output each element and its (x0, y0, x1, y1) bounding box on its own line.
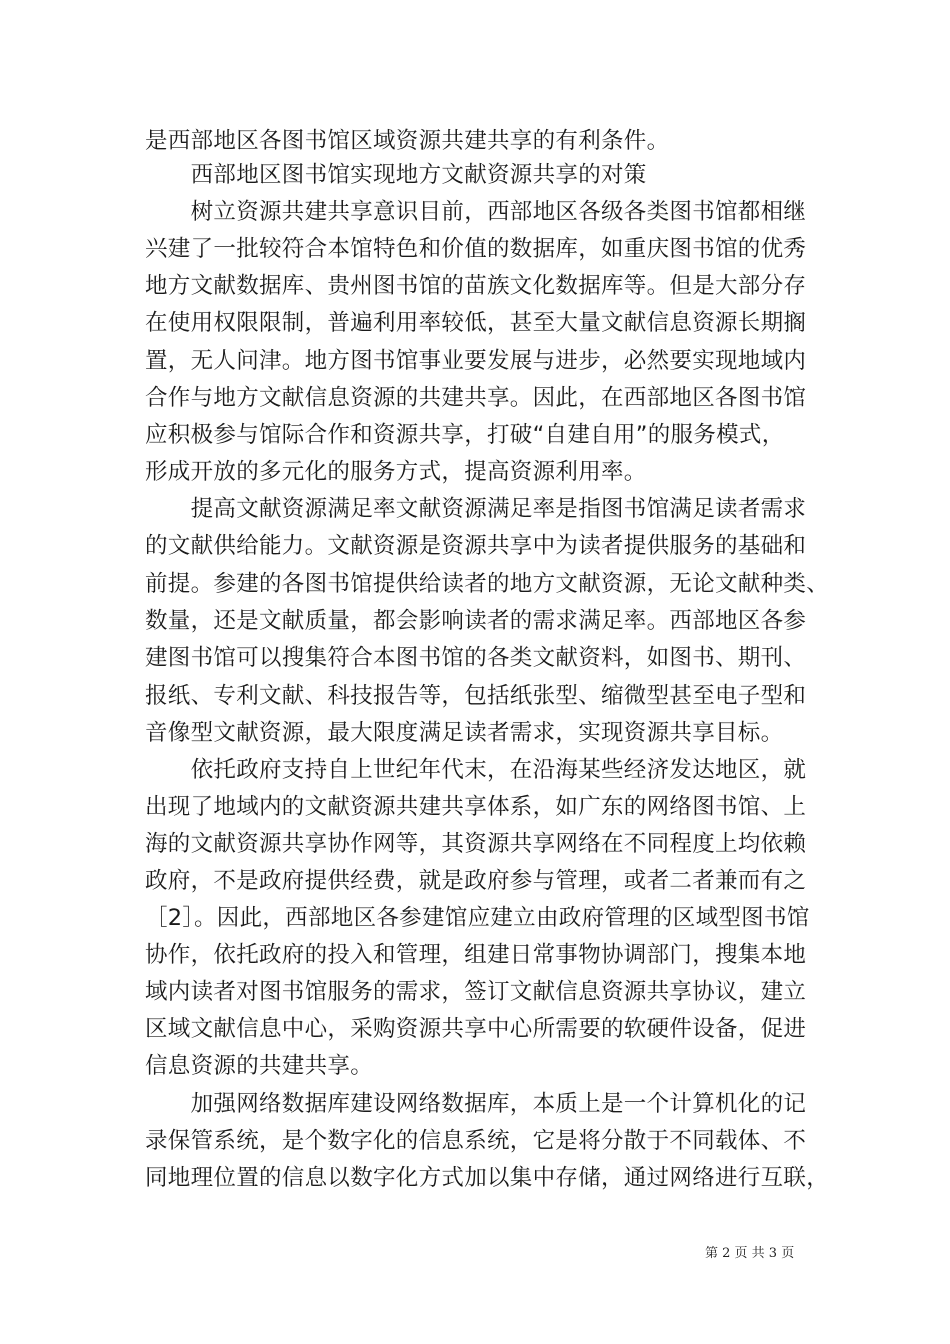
text-line: 政府，不是政府提供经费，就是政府参与管理，或者二者兼而有之 (145, 868, 807, 894)
text-line: 报纸、专利文献、科技报告等，包括纸张型、缩微型甚至电子型和 (145, 683, 807, 709)
text-line: 是西部地区各图书馆区域资源共建共享的有利条件。 (145, 128, 670, 154)
page-number: 第 2 页 共 3 页 (705, 1246, 795, 1261)
text-line: ［2］。因此，西部地区各参建馆应建立由政府管理的区域型图书馆 (145, 905, 810, 931)
text-line: 建图书馆可以搜集符合本图书馆的各类文献资料，如图书、期刊、 (145, 645, 807, 671)
text-line: 应积极参与馆际合作和资源共享，打破“自建自用”的服务模式， (145, 422, 785, 448)
text-line: 信息资源的共建共享。 (145, 1053, 374, 1079)
text-line: 数量，还是文献质量，都会影响读者的需求满足率。西部地区各参 (145, 608, 807, 634)
text-line: 兴建了一批较符合本馆特色和价值的数据库，如重庆图书馆的优秀 (145, 236, 807, 262)
text-line: 同地理位置的信息以数字化方式加以集中存储，通过网络进行互联， (145, 1165, 830, 1191)
text-line: 录保管系统，是个数字化的信息系统，它是将分散于不同载体、不 (145, 1128, 807, 1154)
text-line: 音像型文献资源，最大限度满足读者需求，实现资源共享目标。 (145, 720, 784, 746)
text-line: 域内读者对图书馆服务的需求，签订文献信息资源共享协议，建立 (145, 979, 807, 1005)
text-line: 海的文献资源共享协作网等，其资源共享网络在不同程度上均依赖 (145, 831, 807, 857)
text-line: 合作与地方文献信息资源的共建共享。因此，在西部地区各图书馆 (145, 385, 807, 411)
text-line: 在使用权限限制，普遍利用率较低，甚至大量文献信息资源长期搁 (145, 310, 807, 336)
text-line: 树立资源共建共享意识目前，西部地区各级各类图书馆都相继 (145, 199, 807, 225)
text-line: 依托政府支持自上世纪年代末，在沿海某些经济发达地区，就 (145, 757, 807, 783)
text-line: 的文献供给能力。文献资源是资源共享中为读者提供服务的基础和 (145, 533, 807, 559)
text-line: 提高文献资源满足率文献资源满足率是指图书馆满足读者需求 (145, 496, 807, 522)
text-line: 出现了地域内的文献资源共建共享体系，如广东的网络图书馆、上 (145, 794, 807, 820)
text-line: 西部地区图书馆实现地方文献资源共享的对策 (145, 162, 647, 188)
text-line: 置，无人问津。地方图书馆事业要发展与进步，必然要实现地域内 (145, 348, 807, 374)
text-line: 地方文献数据库、贵州图书馆的苗族文化数据库等。但是大部分存 (145, 273, 807, 299)
text-line: 协作，依托政府的投入和管理，组建日常事物协调部门，搜集本地 (145, 942, 807, 968)
text-line: 区域文献信息中心，采购资源共享中心所需要的软硬件设备，促进 (145, 1016, 807, 1042)
text-line: 形成开放的多元化的服务方式，提高资源利用率。 (145, 459, 647, 485)
text-line: 前提。参建的各图书馆提供给读者的地方文献资源，无论文献种类、 (145, 571, 830, 597)
text-line: 加强网络数据库建设网络数据库，本质上是一个计算机化的记 (145, 1091, 807, 1117)
